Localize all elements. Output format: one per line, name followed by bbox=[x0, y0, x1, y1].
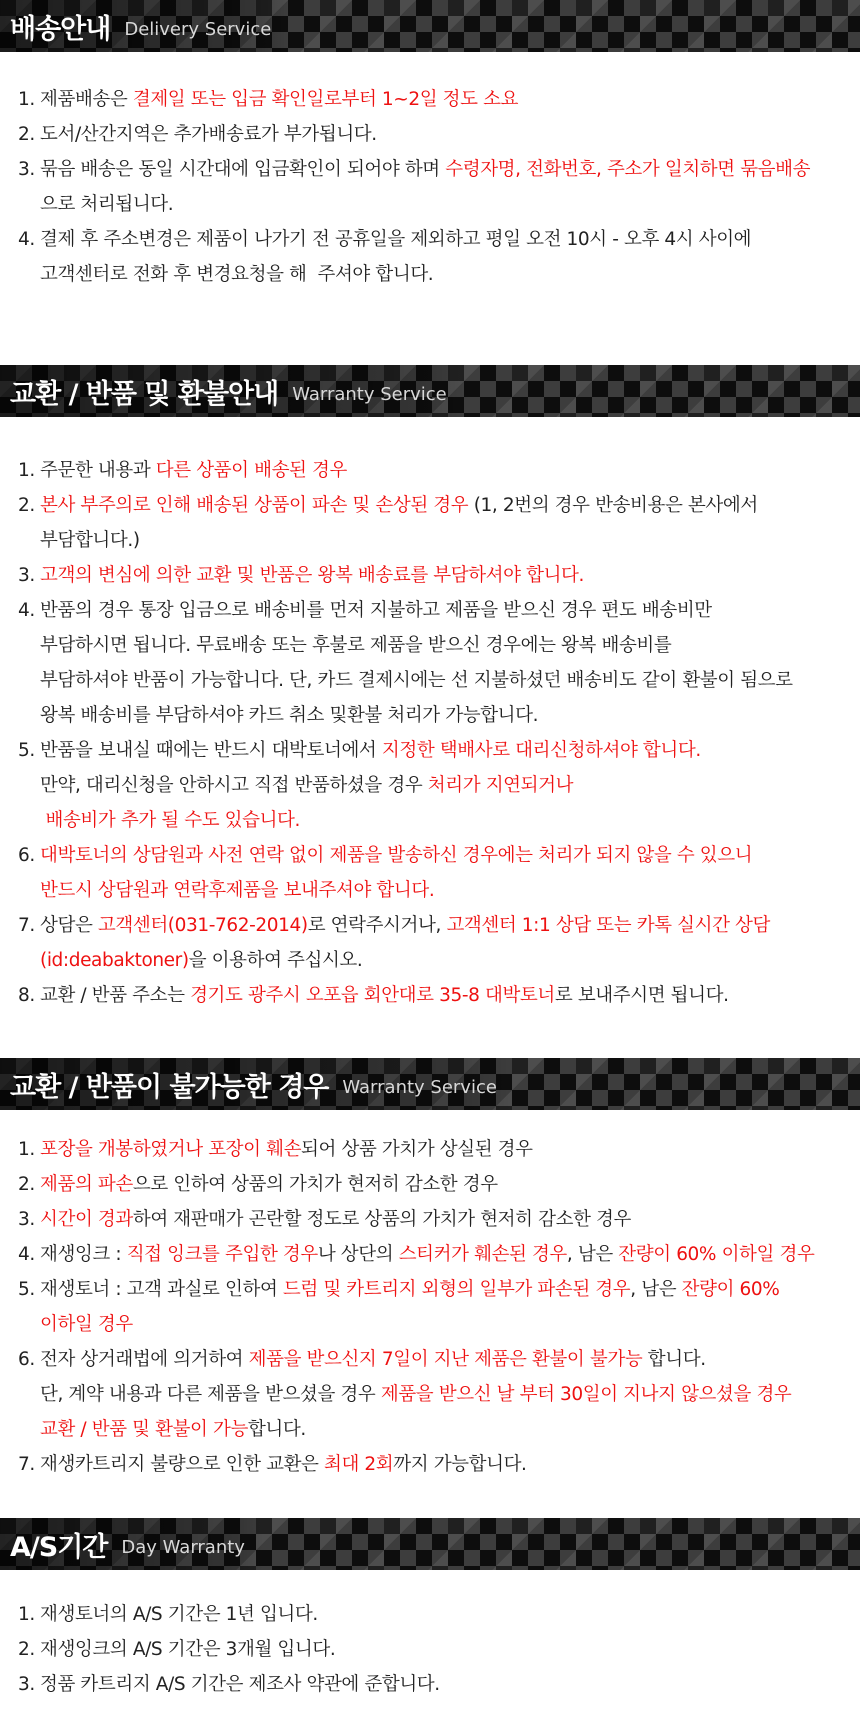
item-number: 2. bbox=[18, 495, 35, 516]
item-text: 묶음 배송은 동일 시간대에 입금확인이 되어야 하며 bbox=[40, 159, 446, 180]
highlighted-text: 처리가 지연되거나 bbox=[427, 775, 574, 796]
item-number: 6. bbox=[18, 1349, 35, 1370]
item-text: 까지 가능합니다. bbox=[393, 1454, 527, 1475]
list-item bbox=[18, 1667, 848, 1702]
item-number: 2. bbox=[18, 1174, 35, 1195]
section-subtitle: Day Warranty bbox=[121, 1536, 245, 1558]
highlighted-text: 최대 2회 bbox=[324, 1454, 394, 1475]
item-line bbox=[18, 733, 848, 768]
highlighted-text: (id:deabaktoner) bbox=[40, 950, 189, 971]
section-subtitle: Warranty Service bbox=[342, 1076, 497, 1098]
item-line bbox=[18, 558, 848, 593]
item-text: 재생잉크 : bbox=[40, 1244, 127, 1265]
list-item bbox=[18, 1272, 848, 1342]
item-line bbox=[18, 152, 848, 187]
highlighted-text: 대박토너의 상담원과 사전 연락 없이 제품을 발송하신 경우에는 처리가 되지 않을 수 있으니 bbox=[40, 845, 753, 866]
list-item bbox=[18, 733, 848, 838]
item-line bbox=[18, 117, 848, 152]
item-text: 되어 상품 가치가 상실된 경우 bbox=[301, 1139, 533, 1160]
section-title: 교환 / 반품이 불가능한 경우 bbox=[10, 1071, 329, 1103]
item-line bbox=[18, 943, 848, 978]
list-item bbox=[18, 82, 848, 117]
item-line bbox=[18, 1447, 848, 1482]
item-text: 재생토너 : 고객 과실로 인하여 bbox=[40, 1279, 283, 1300]
highlighted-text: 스티커가 훼손된 경우 bbox=[398, 1244, 567, 1265]
item-line bbox=[18, 1412, 848, 1447]
item-text: 부담하시면 됩니다. 무료배송 또는 후불로 제품을 받으신 경우에는 왕복 배송비를 bbox=[40, 635, 672, 656]
highlighted-text: 다른 상품이 배송된 경우 bbox=[155, 460, 347, 481]
item-text: 재생카트리지 불량으로 인한 교환은 bbox=[40, 1454, 324, 1475]
item-text: 재생토너의 A/S 기간은 1년 입니다. bbox=[40, 1604, 318, 1625]
highlighted-text: 제품의 파손 bbox=[40, 1174, 133, 1195]
item-number: 3. bbox=[18, 1209, 35, 1230]
item-line bbox=[18, 488, 848, 523]
item-text: 반품의 경우 통장 입금으로 배송비를 먼저 지불하고 제품을 받으신 경우 편도 배송비만 bbox=[40, 600, 712, 621]
item-line bbox=[18, 978, 848, 1013]
item-text: 제품배송은 bbox=[40, 89, 133, 110]
item-number: 1. bbox=[18, 460, 35, 481]
item-number: 7. bbox=[18, 1454, 35, 1475]
item-line bbox=[18, 1667, 848, 1702]
highlighted-text: 직접 잉크를 주입한 경우 bbox=[126, 1244, 318, 1265]
list-item bbox=[18, 453, 848, 488]
item-text: 교환 / 반품 주소는 bbox=[40, 985, 191, 1006]
item-text: 반품을 보내실 때에는 반드시 대박토너에서 bbox=[40, 740, 382, 761]
item-line bbox=[18, 1632, 848, 1667]
highlighted-text: 고객의 변심에 의한 교환 및 반품은 왕복 배송료를 부담하셔야 합니다. bbox=[40, 565, 584, 586]
item-number: 2. bbox=[18, 1639, 35, 1660]
item-number: 4. bbox=[18, 229, 35, 250]
item-number: 3. bbox=[18, 159, 35, 180]
highlighted-text: 교환 / 반품 및 환불이 가능 bbox=[40, 1419, 248, 1440]
section-subtitle: Warranty Service bbox=[292, 383, 447, 405]
item-line bbox=[18, 1307, 848, 1342]
item-text: 정품 카트리지 A/S 기간은 제조사 약관에 준합니다. bbox=[40, 1674, 440, 1695]
highlighted-text: 고객센터(031-762-2014) bbox=[97, 915, 308, 936]
item-number: 7. bbox=[18, 915, 35, 936]
list-item bbox=[18, 488, 848, 558]
item-line bbox=[18, 663, 848, 698]
item-line bbox=[18, 257, 848, 292]
highlighted-text: 고객센터 1:1 상담 또는 카톡 실시간 상담 bbox=[446, 915, 770, 936]
item-number: 2. bbox=[18, 124, 35, 145]
item-text: (1, 2번의 경우 반송비용은 본사에서 bbox=[468, 495, 758, 516]
item-text: 전자 상거래법에 의거하여 bbox=[40, 1349, 249, 1370]
item-line bbox=[18, 698, 848, 733]
item-line bbox=[18, 1202, 848, 1237]
item-text: 을 이용하여 주십시오. bbox=[188, 950, 363, 971]
item-number: 8. bbox=[18, 985, 35, 1006]
item-text: 하여 재판매가 곤란할 정도로 상품의 가치가 현저히 감소한 경우 bbox=[132, 1209, 631, 1230]
delivery-list bbox=[18, 82, 848, 292]
item-text: , 남은 bbox=[630, 1279, 682, 1300]
item-text: 왕복 배송비를 부담하셔야 카드 취소 및환불 처리가 가능합니다. bbox=[40, 705, 539, 726]
highlighted-text: 지정한 택배사로 대리신청하셔야 합니다. bbox=[381, 740, 701, 761]
section-subtitle: Delivery Service bbox=[124, 18, 272, 40]
highlighted-text: 배송비가 추가 될 수도 있습니다. bbox=[40, 810, 301, 831]
item-number: 4. bbox=[18, 1244, 35, 1265]
highlighted-text: 반드시 상담원과 연락후제품을 보내주셔야 합니다. bbox=[40, 880, 435, 901]
item-text: 단, 계약 내용과 다른 제품을 받으셨을 경우 bbox=[40, 1384, 381, 1405]
item-text: 도서/산간지역은 추가배송료가 부가됩니다. bbox=[40, 124, 377, 145]
item-line bbox=[18, 1132, 848, 1167]
list-item bbox=[18, 1447, 848, 1482]
item-number: 1. bbox=[18, 1604, 35, 1625]
highlighted-text: 경기도 광주시 오포읍 회안대로 35-8 대박토너 bbox=[190, 985, 555, 1006]
item-text: 결제 후 주소변경은 제품이 나가기 전 공휴일을 제외하고 평일 오전 10시 - 오후 4시 사이에 bbox=[40, 229, 752, 250]
item-line bbox=[18, 803, 848, 838]
highlighted-text: 결제일 또는 입금 확인일로부터 1~2일 정도 소요 bbox=[132, 89, 519, 110]
item-line bbox=[18, 908, 848, 943]
item-text: 부담하셔야 반품이 가능합니다. 단, 카드 결제시에는 선 지불하셨던 배송비도 같이 환불이 됨으로 bbox=[40, 670, 793, 691]
highlighted-text: 잔량이 60% bbox=[681, 1279, 780, 1300]
item-text: 상담은 bbox=[40, 915, 98, 936]
item-line bbox=[18, 1377, 848, 1412]
list-item bbox=[18, 558, 848, 593]
section-banner-non-returnable bbox=[0, 1058, 860, 1110]
list-item bbox=[18, 593, 848, 733]
section-title: A/S기간 bbox=[10, 1531, 108, 1563]
item-line bbox=[18, 187, 848, 222]
item-text: 으로 처리됩니다. bbox=[40, 194, 174, 215]
as-period-list bbox=[18, 1597, 848, 1702]
list-item bbox=[18, 1237, 848, 1272]
item-line bbox=[18, 453, 848, 488]
item-text: 재생잉크의 A/S 기간은 3개월 입니다. bbox=[40, 1639, 336, 1660]
item-number: 4. bbox=[18, 600, 35, 621]
highlighted-text: 포장을 개봉하였거나 포장이 훼손 bbox=[40, 1139, 302, 1160]
item-line bbox=[18, 1597, 848, 1632]
list-item bbox=[18, 1342, 848, 1447]
item-line bbox=[18, 838, 848, 873]
item-line bbox=[18, 1167, 848, 1202]
item-number: 5. bbox=[18, 740, 35, 761]
section-title: 배송안내 bbox=[10, 13, 111, 45]
item-text: 로 연락주시거나, bbox=[307, 915, 447, 936]
non-returnable-list bbox=[18, 1132, 848, 1482]
item-line bbox=[18, 768, 848, 803]
item-number: 3. bbox=[18, 1674, 35, 1695]
highlighted-text: 드럼 및 카트리지 외형의 일부가 파손된 경우 bbox=[282, 1279, 631, 1300]
item-text: 으로 인하여 상품의 가치가 현저히 감소한 경우 bbox=[132, 1174, 498, 1195]
highlighted-text: 본사 부주의로 인해 배송된 상품이 파손 및 손상된 경우 bbox=[40, 495, 469, 516]
item-line bbox=[18, 628, 848, 663]
item-text: , 남은 bbox=[566, 1244, 619, 1265]
highlighted-text: 수령자명, 전화번호, 주소가 일치하면 묶음배송 bbox=[445, 159, 811, 180]
list-item bbox=[18, 1167, 848, 1202]
item-text: 합니다. bbox=[247, 1419, 306, 1440]
item-number: 1. bbox=[18, 89, 35, 110]
item-text: 부담합니다.) bbox=[40, 530, 140, 551]
list-item bbox=[18, 222, 848, 292]
item-number: 6. bbox=[18, 845, 35, 866]
item-text: 로 보내주시면 됩니다. bbox=[554, 985, 729, 1006]
highlighted-text: 잔량이 60% 이하일 경우 bbox=[618, 1244, 815, 1265]
highlighted-text: 제품을 받으신지 7일이 지난 제품은 환불이 불가능 bbox=[248, 1349, 643, 1370]
item-line bbox=[18, 523, 848, 558]
item-text: 주문한 내용과 bbox=[40, 460, 156, 481]
item-line bbox=[18, 1237, 848, 1272]
list-item bbox=[18, 908, 848, 978]
item-number: 5. bbox=[18, 1279, 35, 1300]
item-line bbox=[18, 593, 848, 628]
section-banner-as-period bbox=[0, 1518, 860, 1570]
item-number: 3. bbox=[18, 565, 35, 586]
highlighted-text: 시간이 경과 bbox=[40, 1209, 133, 1230]
item-number: 1. bbox=[18, 1139, 35, 1160]
refund-list bbox=[18, 453, 848, 1013]
item-line bbox=[18, 1342, 848, 1377]
item-line bbox=[18, 82, 848, 117]
list-item bbox=[18, 1202, 848, 1237]
list-item bbox=[18, 978, 848, 1013]
list-item bbox=[18, 1132, 848, 1167]
section-title: 교환 / 반품 및 환불안내 bbox=[10, 378, 279, 410]
highlighted-text: 제품을 받으신 날 부터 30일이 지나지 않으셨을 경우 bbox=[380, 1384, 792, 1405]
item-line bbox=[18, 873, 848, 908]
list-item bbox=[18, 152, 848, 222]
item-text: 합니다. bbox=[642, 1349, 706, 1370]
list-item bbox=[18, 1632, 848, 1667]
highlighted-text: 이하일 경우 bbox=[40, 1314, 133, 1335]
item-line bbox=[18, 1272, 848, 1307]
list-item bbox=[18, 117, 848, 152]
section-banner-refund bbox=[0, 365, 860, 417]
section-banner-delivery bbox=[0, 0, 860, 52]
item-line bbox=[18, 222, 848, 257]
list-item bbox=[18, 838, 848, 908]
item-text: 고객센터로 전화 후 변경요청을 해 주셔야 합니다. bbox=[40, 264, 434, 285]
item-text: 나 상단의 bbox=[317, 1244, 399, 1265]
list-item bbox=[18, 1597, 848, 1632]
item-text: 만약, 대리신청을 안하시고 직접 반품하셨을 경우 bbox=[40, 775, 428, 796]
